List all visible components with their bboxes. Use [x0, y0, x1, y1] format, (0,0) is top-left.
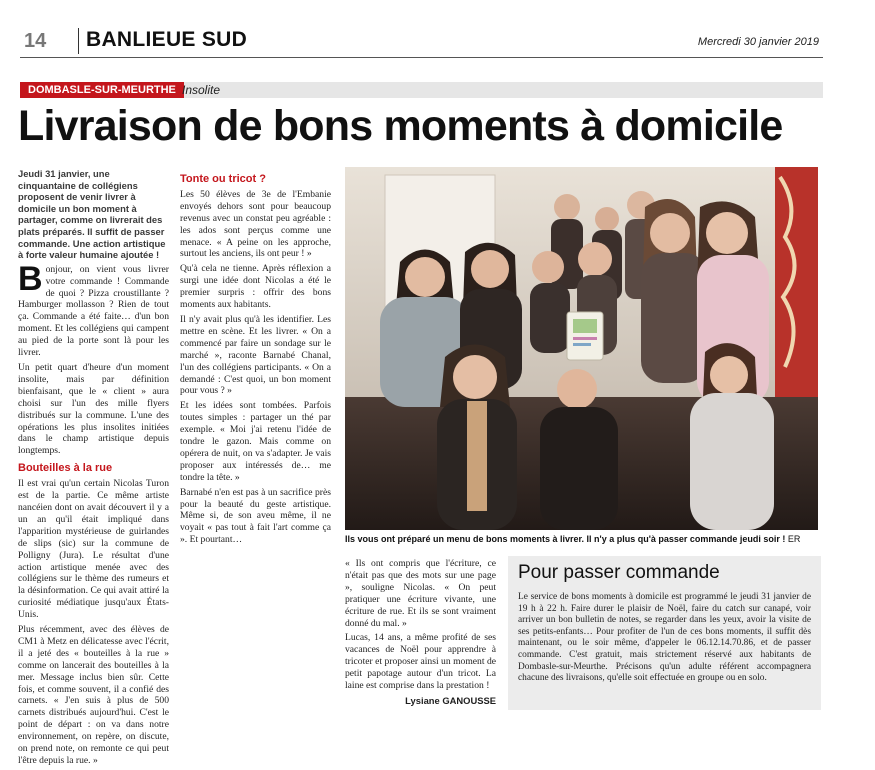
- article-paragraph: Les 50 élèves de 3e de l'Embanie envoyés dehors sont pour beaucoup revenus avec un constat peu agréable : les ados sont perçus comme une menace. « A peine on les approche, surtout les anciens, ils ont peur ! »: [180, 188, 331, 260]
- headline: Livraison de bons moments à domicile: [18, 102, 783, 150]
- article-paragraph: [18, 259, 169, 359]
- kicker-bar: [20, 82, 823, 98]
- article-column-1: [18, 168, 169, 770]
- article-paragraph: Un petit quart d'heure d'un moment insolite, mais par définition bienfaisant, que le « client » aura choisi sur l'un des mille flyers distribués sur la commune. L'une des opérations les plus insolites initiées dans le champ artistique depuis longtemps.: [18, 362, 169, 457]
- students-group-photo: [345, 167, 818, 530]
- subheading-bouteilles: Bouteilles à la rue: [18, 462, 113, 475]
- article-paragraph: Qu'à cela ne tienne. Après réflexion a surgi une idée dont Nicolas a été le premier surpris : offrir des bons moments aux habitants.: [180, 263, 331, 311]
- article-photo: [345, 167, 818, 530]
- article-paragraph: Plus récemment, avec des élèves de CM1 à Metz en délicatesse avec l'écrit, il a jeté des « bouteilles à la rue » comme on lancerait des bouteilles à la mer. Message inclus bien sûr. Cette fois, et comme souvent, il a confié des carnets. « J'en suis à plus de 500 carnets distribués aujourd'hui. C'est le point de départ : on va dans notre environnement, on repère, on discute, on prend note, on remonte ce qui peut l'être depuis la rue. »: [18, 624, 169, 766]
- article-paragraph: Et les idées sont tombées. Parfois toutes simples : partager un thé par exemple. « Moi j'ai retenu l'idée de tondre le gazon. Mais comme on opérera de nuit, on va s'adapter. Je vais proposer aux intéressés de… me tondre la tête. »: [180, 400, 331, 483]
- kicker-tag: Insolite: [182, 83, 221, 97]
- page-number: 14: [24, 30, 47, 52]
- dropcap: B: [18, 259, 43, 298]
- subheading-tonte: Tonte ou tricot ?: [180, 173, 266, 185]
- article-column-3: [345, 558, 496, 710]
- article-author: Lysiane GANOUSSE: [405, 694, 496, 706]
- photo-credit: ER: [787, 534, 801, 544]
- header-divider: [78, 28, 79, 54]
- info-box: [508, 556, 821, 710]
- article-lead: Jeudi 31 janvier, une cinquantaine de collégiens proposent de venir livrer à domicile un bon moment à partager, comme on livrerait des plats préparés. Il suffit de passer commande. Une action artistique à forte valeur humaine ajoutée !: [18, 168, 166, 261]
- kicker-location: DOMBASLE-SUR-MEURTHE: [20, 82, 184, 98]
- issue-date: Mercredi 30 janvier 2019: [697, 36, 819, 48]
- article-column-2: [180, 168, 331, 549]
- article-paragraph: Barnabé n'en est pas à un sacrifice près pour la beauté du geste artistique. Même si, de son aveu même, il ne voyait « pas tout à fait l'art comme ça ». Et pourtant…: [180, 486, 331, 546]
- article-paragraph: Lucas, 14 ans, a même profité de ses vacances de Noël pour apprendre à tricoter et proposer ainsi un moment de petit papotage autour d'un tricot. La laine est comprise dans la prestation !: [345, 632, 496, 692]
- paragraph-text: onjour, on vient vous livrer votre commande ! Commande de quoi ? Pizza croustillante ? Hamburger mollasson ? Rien de tout ça. Commande a été faite… d'un bon moment. Et les collégiens qui campent au pied de la porte sont là pour les livrer.: [18, 263, 169, 359]
- article-paragraph: « Ils ont compris que l'écriture, ce n'était pas que des mots sur une page », souligne Nicolas. « On peut pratiquer une écriture vivante, une écriture de rue. Et ils se sont vraiment donné du mal. »: [345, 558, 496, 629]
- photo-caption: [345, 533, 820, 545]
- article-paragraph: Il est vrai qu'un certain Nicolas Turon est de la partie. Ce même artiste nancéien dont on avait découvert il y a un an qu'il était impliqué dans l'apparition mystérieuse de guirlandes de slips (sic) sur la commune de Polligny (Jura). Le résultat d'une action artistique menée avec des collégiens sur le thème des rumeurs et la désinformation. Ce qui avait attiré la curiosité médiatique jusqu'aux États-Unis.: [18, 478, 169, 621]
- page-header: [20, 24, 823, 58]
- info-box-title: Pour passer commande: [518, 562, 720, 583]
- caption-text: Ils vous ont préparé un menu de bons moments à livrer. Il n'y a plus qu'à passer commande jeudi soir !: [345, 534, 786, 544]
- info-box-text: Le service de bons moments à domicile est programmé le jeudi 31 janvier de 19 h à 22 h. Faire durer le plaisir de Noël, faire du catch sur canapé, voir arriver un bon bulletin de notes, se regarder dans les yeux, avoir la visite de ses petits-enfants… Pour profiter de l'un de ces bons moments, il suffit dès maintenant, ou le soir même, d'appeler le 06.12.14.70.86, et de passer commande. C'est gratuit, mais strictement réservé aux habitants de Dombasle-sur-Meurthe. Précisons qu'un adulte référent accompagnera chacune des livraisons, qu'elle soit effectuée en groupe ou en solo.: [518, 592, 811, 684]
- section-title: BANLIEUE SUD: [86, 28, 248, 51]
- article-paragraph: Il n'y avait plus qu'à les identifier. Les mettre en scène. Et les livrer. « On a commencé par faire un sondage sur le marché », raconte Barnabé Chanal, l'un des collégiens participants. « On a demandé : C'est quoi, un bon moment pour vous ? »: [180, 313, 331, 397]
